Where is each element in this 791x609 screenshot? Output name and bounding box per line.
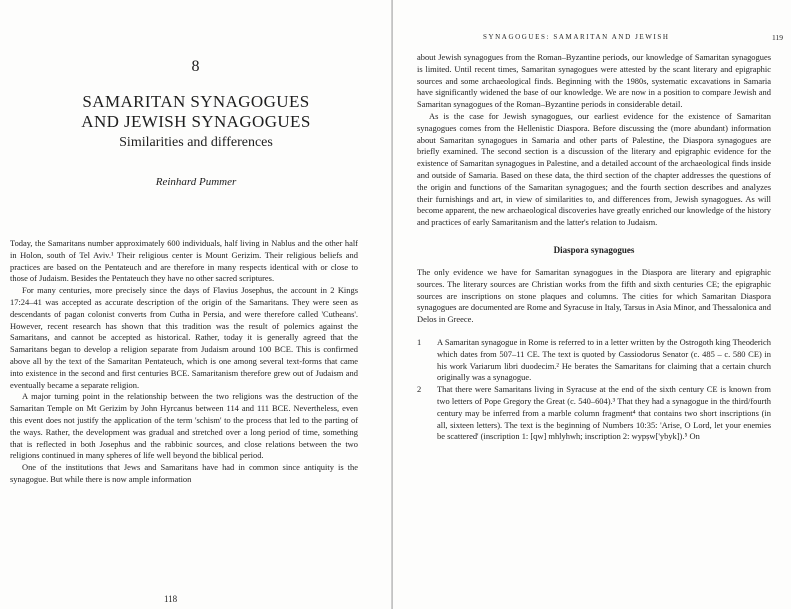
chapter-title	[0, 92, 392, 132]
chapter-title-line-1: SAMARITAN SYNAGOGUES	[82, 92, 310, 111]
list-item	[417, 384, 771, 443]
list-item-text: That there were Samaritans living in Syracuse at the end of the sixth century CE is known from two letters of Pope Gregory the Great (c. 540–604).³ That they had a synagogue in the third/fourth century may be inferred from a marble column fragment⁴ that contains two short inscriptions (in all, sixteen letters). The text is the beginning of Numbers 10:35: 'Arise, O Lord, let your enemies be scattered' (inscription 1: [qw] mhlyhwh; inscription 2: wypṣw['ybyk]).⁵ On	[437, 384, 771, 442]
chapter-title-line-2: AND JEWISH SYNAGOGUES	[81, 112, 311, 131]
page-number-right: 119	[772, 33, 783, 42]
list-item-number: 2	[417, 384, 422, 395]
chapter-number: 8	[191, 58, 201, 75]
paragraph: For many centuries, more precisely since the days of Flavius Josephus, the account in 2 Kings 17:24–41 was accepted as accurate description of the origin of the Samaritans. They were seen as descendants of pagan colonist converts from Cutha in Persia, and were therefore called 'Cutheans'. However, recent research has shown that this tradition was the result of polemics against the Samaritans, and cannot be accepted as historical. Rather, today it is generally agreed that the Samaritans began to develop a religion separate from Judaism around 100 BCE. This is confirmed above all by the text of the Samaritan Pentateuch, which is one among several text-forms that came into existence in the second and first centuries BCE. Samaritanism therefore grew out of Judaism and eventually became a separate religion.	[10, 285, 358, 390]
numbered-list	[417, 337, 771, 443]
list-item-text: A Samaritan synagogue in Rome is referred to in a letter written by the Ostrogoth king Theoderich which dates from 507–11 CE. The text is quoted by Cassiodorus Senator (c. 485 – c. 580 CE) in his work Variarum libri duodecim.² He berates the Samaritans for claiming that a certain church originally was a synagogue.	[437, 336, 771, 383]
paragraph: Today, the Samaritans number approximately 600 individuals, half living in Nablus and the other half in Holon, south of Tel Aviv.¹ Their religious center is Mount Gerizim. Their religious beliefs and practices are based on the Pentateuch and are therefore in many respects identical with or close to those of Judaism. Besides the Pentateuch they have no other sacred scriptures.	[10, 238, 358, 284]
paragraph: about Jewish synagogues from the Roman–Byzantine periods, our knowledge of Samaritan synagogues is limited. Until recent times, Samaritan synagogues were attested by the scant literary and epigraphic sources and some archaeological finds. Beginning with the 1980s, systematic excavations in Samaria have significantly widened the base of our knowledge. We are now in a position to compare Jewish and Samaritan synagogues of the Roman–Byzantine periods in considerable detail.	[417, 52, 771, 110]
paragraph: The only evidence we have for Samaritan synagogues in the Diaspora are literary and epigraphic sources. The literary sources are Christian works from the fifth and sixth centuries CE; the epigraphic sources are inscriptions on stone plaques and columns. The cities for which Samaritan Diaspora synagogues are documented are Rome and Syracuse in Italy, Tarsus in Asia Minor, and Thessalonica and Delos in Greece.	[417, 266, 771, 325]
paragraph: A major turning point in the relationship between the two religions was the destruction of the Samaritan Temple on Mt Gerizim by John Hyrcanus between 114 and 111 BCE. Nevertheless, even this event does not justify the application of the term 'schism' to the process that led to the parting of the ways. Rather, the development was gradual and stretched over a long period of time, something that is reflected in both Josephus and the rabbinic sources, and close relations between the two religions continued in many spheres of life well beyond the biblical period.	[10, 391, 358, 461]
paragraph: As is the case for Jewish synagogues, our earliest evidence for the existence of Samaritan synagogues comes from the Hellenistic Diaspora. Before discussing the (more abundant) information about Samaritan synagogues in Samaria and other parts of Palestine, the Diaspora synagogues are briefly examined. The second section is a discussion of the literary and epigraphic evidence for the existence of Samaritan synagogues in Palestine, and a detailed account of the archaeological finds inside and outside of Samaria. Based on these data, the third section of the chapter addresses the questions of the origin and functions of the Samaritan synagogues; and the fourth section describes and analyzes their furnishings and art, in view of similarities to, and differences from, Jewish synagogues. As will become apparent, the new archaeological discoveries have greatly enriched our knowledge of the history and practices of early Samaritanism and the latter's relation to Judaism.	[417, 110, 771, 228]
paragraph: One of the institutions that Jews and Samaritans have had in common since antiquity is the synagogue. But while there is now ample information	[10, 462, 358, 484]
right-page	[393, 0, 791, 609]
author-name: Reinhard Pummer	[155, 176, 237, 188]
left-body-text	[10, 238, 358, 486]
chapter-subtitle: Similarities and differences	[119, 135, 273, 150]
right-body-text	[417, 52, 771, 443]
section-heading: Diaspora synagogues	[553, 244, 635, 255]
left-page	[0, 0, 392, 609]
page-number-left: 118	[164, 594, 178, 604]
running-head: SYNAGOGUES: SAMARITAN AND JEWISH	[483, 33, 670, 41]
list-item	[417, 337, 771, 384]
list-item-number: 1	[417, 336, 422, 347]
